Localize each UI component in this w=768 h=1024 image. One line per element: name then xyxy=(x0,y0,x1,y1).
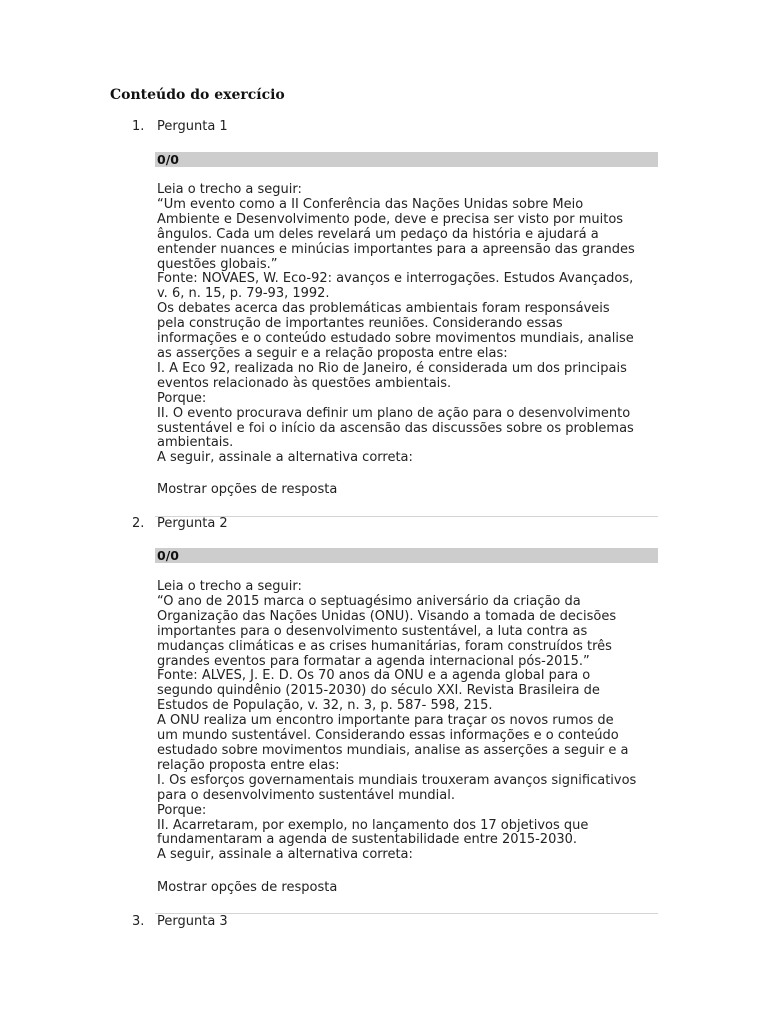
question-line: questões globais.” xyxy=(157,256,278,272)
question-line: para o desenvolvimento sustentável mundial. xyxy=(157,787,455,803)
question-line: entender nuances e minúcias importantes para a apreensão das grandes xyxy=(157,241,635,257)
question-line: Estudos de População, v. 32, n. 3, p. 587- 598, 215. xyxy=(157,698,493,714)
question-text xyxy=(157,580,662,863)
question-line: A seguir, assinale a alternativa correta: xyxy=(157,847,413,863)
score-bar xyxy=(155,152,658,167)
question-line: mudanças climáticas e as crises humanitárias, foram construídos três xyxy=(157,638,612,654)
question-line: ângulos. Cada um deles revelará um pedaço da história e ajudará a xyxy=(157,226,599,242)
question-line: um mundo sustentável. Considerando essas informações e o conteúdo xyxy=(157,728,619,744)
question-line: sustentável e foi o início da ascensão das discussões sobre os problemas xyxy=(157,420,634,436)
question-line: Organização das Nações Unidas (ONU). Visando a tomada de decisões xyxy=(157,608,617,624)
score-value: 0/0 xyxy=(157,152,179,167)
question-line: eventos relacionado às questões ambientais. xyxy=(157,375,452,391)
question-divider xyxy=(155,913,658,914)
question-line: as asserções a seguir e a relação proposta entre elas: xyxy=(157,345,508,361)
question-line: informações e o conteúdo estudado sobre movimentos mundiais, analise xyxy=(157,331,634,347)
question-line: I. Os esforços governamentais mundiais trouxeram avanços significativos xyxy=(157,772,637,788)
show-answer-options-link[interactable]: Mostrar opções de resposta xyxy=(157,880,338,895)
question-line: Fonte: ALVES, J. E. D. Os 70 anos da ONU e a agenda global para o xyxy=(157,668,591,684)
question-line: II. Acarretaram, por exemplo, no lançamento dos 17 objetivos que xyxy=(157,817,589,833)
question-line: fundamentaram a agenda de sustentabilidade entre 2015-2030. xyxy=(157,832,578,848)
question-line: II. O evento procurava definir um plano de ação para o desenvolvimento xyxy=(157,405,631,421)
question-number: 3. xyxy=(132,914,145,929)
question-line: “Um evento como a II Conferência das Nações Unidas sobre Meio xyxy=(157,196,584,212)
question-title: Pergunta 3 xyxy=(157,914,228,929)
question-line: Leia o trecho a seguir: xyxy=(157,182,302,197)
question-line: estudado sobre movimentos mundiais, analise as asserções a seguir e a xyxy=(157,742,629,758)
question-line: Porque: xyxy=(157,390,207,406)
question-line: segundo quindênio (2015-2030) do século XXI. Revista Brasileira de xyxy=(157,683,600,699)
question-line: Porque: xyxy=(157,802,207,818)
question-text xyxy=(157,183,662,466)
question-line: importantes para o desenvolvimento sustentável, a luta contra as xyxy=(157,623,588,639)
show-answer-options-link[interactable]: Mostrar opções de resposta xyxy=(157,482,338,497)
question-title: Pergunta 2 xyxy=(157,516,228,531)
question-line: Fonte: NOVAES, W. Eco-92: avanços e interrogações. Estudos Avançados, xyxy=(157,271,634,287)
question-number: 1. xyxy=(132,119,145,134)
question-line: pela construção de importantes reuniões. Considerando essas xyxy=(157,316,563,332)
question-line: Ambiente e Desenvolvimento pode, deve e precisa ser visto por muitos xyxy=(157,211,624,227)
question-line: relação proposta entre elas: xyxy=(157,757,340,773)
question-line: ambientais. xyxy=(157,435,234,451)
question-line: Leia o trecho a seguir: xyxy=(157,579,302,594)
question-number: 2. xyxy=(132,516,145,531)
question-divider xyxy=(155,516,658,517)
score-bar xyxy=(155,548,658,563)
score-value: 0/0 xyxy=(157,548,179,563)
question-line: I. A Eco 92, realizada no Rio de Janeiro, é considerada um dos principais xyxy=(157,360,627,376)
page-title: Conteúdo do exercício xyxy=(110,87,285,103)
question-line: Os debates acerca das problemáticas ambientais foram responsáveis xyxy=(157,301,610,317)
question-line: A ONU realiza um encontro importante para traçar os novos rumos de xyxy=(157,713,614,729)
question-line: v. 6, n. 15, p. 79-93, 1992. xyxy=(157,286,330,302)
question-line: A seguir, assinale a alternativa correta: xyxy=(157,450,413,466)
question-line: “O ano de 2015 marca o septuagésimo aniversário da criação da xyxy=(157,593,581,609)
question-title: Pergunta 1 xyxy=(157,119,228,134)
question-line: grandes eventos para formatar a agenda internacional pós-2015.” xyxy=(157,653,590,669)
